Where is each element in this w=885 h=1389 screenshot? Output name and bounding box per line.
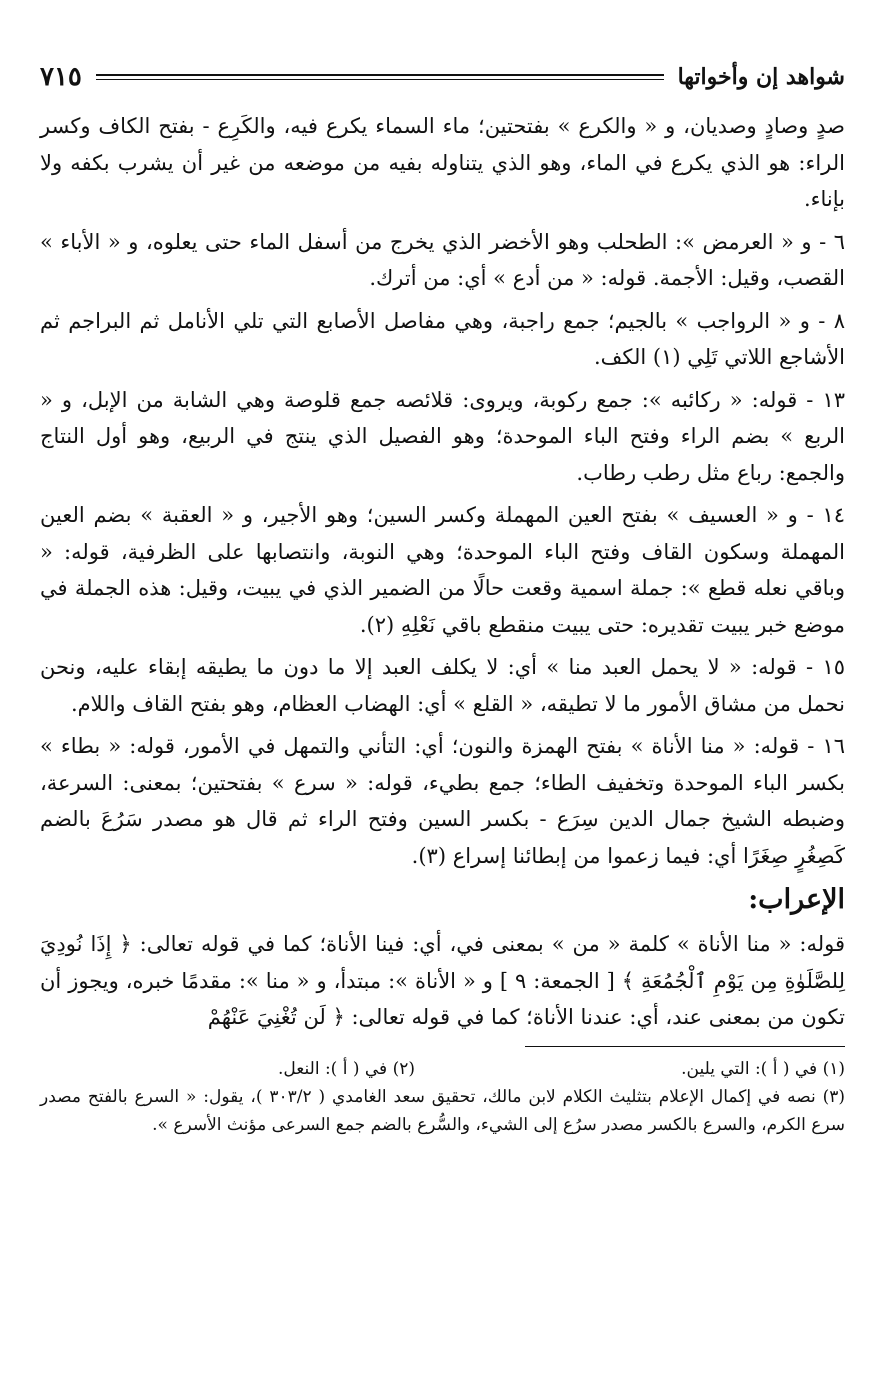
footnote-3: (٣) نصه في إكمال الإعلام بتثليث الكلام لابن مالك، تحقيق سعد الغامدي ( ٣٠٣/٢ )، يقول: « السرع بالفتح مصدر سرع الكرم، والسرع بالكسر مصدر سرُع إلى الشيء، والسُّرع بالضم جمع السرعى مؤنث الأسرع ».	[40, 1086, 845, 1135]
footnote-separator	[525, 1046, 845, 1047]
footnote-2: (٢) في ( أ ): النعل.	[278, 1058, 415, 1079]
i3rab-paragraph: قوله: « منا الأناة » كلمة « من » بمعنى في، أي: فينا الأناة؛ كما في قوله تعالى: ﴿ إِذَا نُودِيَ لِلصَّلَوٰةِ مِن يَوْمِ ٱلْجُمُعَةِ ﴾ [ الجمعة: ٩ ] و « الأناة »: مبتدأ، و « منا »: مقدمًا خبره، ويجوز أن تكون من بمعنى عند، أي: عندنا الأناة؛ كما في قوله تعالى: ﴿ لَن تُغْنِيَ عَنْهُمْ	[40, 932, 846, 1029]
paragraph-2: ٦ - و « العرمض »: الطحلب وهو الأخضر الذي يخرج من أسفل الماء حتى يعلوه، و « الأباء » القصب، وقيل: الأجمة. قوله: « من أدع » أي: من أترك.	[40, 229, 845, 290]
paragraph-5: ١٤ - و « العسيف » بفتح العين المهملة وكسر السين؛ وهو الأجير، و « العقبة » بضم العين المهملة وسكون القاف وفتح الباء الموحدة؛ وهي النوبة، وانتصابها على الظرفية، قوله: « وباقي نعله قطع »: جملة اسمية وقعت حالًا من الضمير الذي في يبيت، وقيل: هذه الجملة في موضع خبر يبيت تقديره: حتى يبيت منقطع باقي نَعْلِهِ (٢).	[40, 503, 845, 637]
running-header	[40, 60, 845, 94]
section-heading: الإعراب:	[748, 884, 845, 915]
footnote-1: (١) في ( أ ): التي يلين.	[681, 1058, 845, 1079]
page-number: ٧١٥	[40, 62, 82, 92]
header-rule	[96, 74, 664, 80]
chapter-title: شواهد إن وأخواتها	[677, 64, 845, 90]
paragraph-1: صدٍ وصادٍ وصديان، و « والكرع » بفتحتين؛ ماء السماء يكرع فيه، والكَرِع - بفتح الكاف وكسر الراء: هو الذي يكرع في الماء، وهو الذي يتناوله بفيه من موضعه من غير أن يشرب بكفه ولا بإناء.	[40, 114, 845, 211]
footnotes	[40, 1055, 845, 1139]
paragraph-7: ١٦ - قوله: « منا الأناة » بفتح الهمزة والنون؛ أي: التأني والتمهل في الأمور، قوله: « بطاء » بكسر الباء الموحدة وتخفيف الطاء؛ جمع بطيء، قوله: « سرع » بفتحتين؛ بمعنى: السرعة، وضبطه الشيخ جمال الدين سِرَع - بكسر السين وفتح الراء ثم قال هو مصدر سَرُعَ بالضم كَصِغُرٍ صِغَرًا أي: فيما زعموا من إبطائنا إسراع (٣).	[40, 734, 845, 868]
paragraph-4: ١٣ - قوله: « ركائبه »: جمع ركوبة، ويروى: قلائصه جمع قلوصة وهي الشابة من الإبل، و « الربع » بضم الراء وفتح الباء الموحدة؛ وهو الفصيل الذي ينتج في الربيع، وهو أول النتاج والجمع: رباع مثل رطب رطاب.	[40, 387, 845, 485]
paragraph-3: ٨ - و « الرواجب » بالجيم؛ جمع راجبة، وهي مفاصل الأصابع التي تلي الأنامل ثم البراجم ثم الأشاجع اللاتي تَلِي (١) الكف.	[40, 308, 845, 369]
footnote-row	[40, 1055, 845, 1083]
main-text	[40, 108, 845, 1036]
paragraph-6: ١٥ - قوله: « لا يحمل العبد منا » أي: لا يكلف العبد إلا ما دون ما يطيقه إبقاء عليه، ونحن نحمل من مشاق الأمور ما لا تطيقه، « القلع » أي: الهضاب العظام، وهو بفتح القاف واللام.	[40, 655, 845, 716]
